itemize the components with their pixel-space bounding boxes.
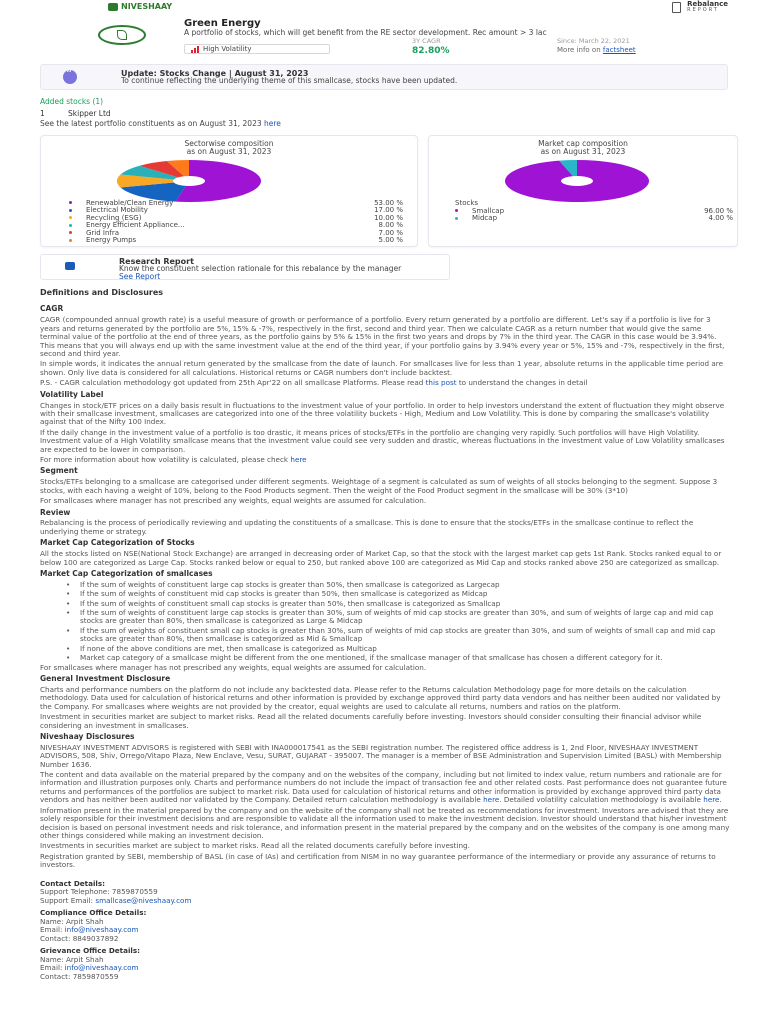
sector-legend-value: 53.00 % <box>374 198 403 207</box>
marketcap-chart-title-1: Market cap composition <box>538 139 628 148</box>
brand-text: NIVESHAAY <box>121 2 173 12</box>
marketcap-rule: • If the sum of weights of constituent small cap stocks is greater than 30%, sum of weights of mid cap stocks are greater than 30%, and sum of weights of small cap and mid cap stocks are greater than 80%, then smallcase is categorized as Mid & Smallcap <box>62 627 730 644</box>
marketcap-stocks-paragraph: All the stocks listed on NSE(National Stock Exchange) are arranged in decreasing order of Market Cap, so that the stock with the largest market cap gets 1st Rank. Stocks ranked equal to or below 100 are categorized as Large Cap. Stocks ranked below or equal to 250, but ranked above 100 are categorized as Mid Cap and stocks ranked above 250 are categorized as smallcap. <box>40 549 722 567</box>
sector-legend-value: 17.00 % <box>374 206 403 215</box>
report-title: Rebalance <box>687 0 728 8</box>
definitions-section <box>40 288 730 981</box>
sector-legend-label: Energy Pumps <box>86 236 137 245</box>
update-title: Update: Stocks Change | August 31, 2023 <box>121 69 309 78</box>
cagr-block <box>412 38 450 56</box>
marketcap-rule: • If the sum of weights of constituent large cap stocks is greater than 50%, then smallcase is categorized as Largecap <box>62 581 730 589</box>
update-body: To continue reflecting the underlying theme of this smallcase, stocks have been updated. <box>121 76 458 85</box>
marketcap-donut-chart <box>497 158 657 204</box>
leaf-logo-icon <box>98 25 146 45</box>
volatility-paragraph-2: If the daily change in the investment value of a portfolio is too drastic, it means prices of stocks/ETFs in the portfolio are changing very rapidly. Such portfolios will have High Volatility. Investment value of a High Volatility smallcase means that the investment value could see very sudden and drastic, whereas fluctuations in the investment value of Low Volatility smallcases are expected to be lower in comparison. <box>40 427 725 454</box>
more-info-text: More info on <box>557 45 601 54</box>
sector-legend-label: Electrical Mobility <box>86 206 148 215</box>
review-heading: Review <box>40 507 71 517</box>
smallcase-name: Green Energy <box>184 18 261 29</box>
research-body: Know the constituent selection rationale for this rebalance by the manager <box>119 264 402 273</box>
support-phone: 7859870559 <box>111 887 158 897</box>
latest-constituents-text: See the latest portfolio constituents as on August 31, 2023 <box>40 119 262 128</box>
support-email-link[interactable]: smallcase@niveshaay.com <box>95 895 192 905</box>
marketcap-smallcases-note: For smallcases where manager has not prescribed any weights, equal weights are assumed for calculation. <box>40 662 427 672</box>
grievance-name: Arpit Shah <box>65 954 104 964</box>
marketcap-legend-label: Smallcap <box>472 206 505 215</box>
niveshaay-paragraph-3: Information present in the material prepared by the company and on the website of the company shall not be treated as recommendations for investment. Investors are advised that they are solely responsible for their investment decisions and are responsible to validate all the information used to make the investment decision. Investor should understand that his/her investment decision is based on personal investment needs and risk tolerance, and information present in the material prepared by the company and on the websites of the company is one among many other things considered while making an investment decision. <box>40 805 730 841</box>
sector-legend-label: Energy Efficient Appliance... <box>86 221 185 230</box>
volatility-heading: Volatility Label <box>40 389 104 399</box>
cagr-paragraph-3: P.S. - CAGR calculation methodology got updated from 25th Apr'22 on all smallcase Platforms. Please read <box>40 378 424 388</box>
contact-details: Contact Details: Support Telephone: 7859870559 Support Email: smallcase@niveshaay.com Compliance Office Details: Name: Arpit Shah Email: info@niveshaay.com Contact: 8849037892 Grievance Office Details: Name: Arpit Shah Email: info@niveshaay.com Contact: 7859870559 <box>40 878 192 981</box>
sector-legend-label: Renewable/Clean Energy <box>86 198 174 207</box>
marketcap-legend-value: 4.00 % <box>708 214 733 223</box>
added-stock-index: 1 <box>40 109 45 118</box>
added-stock-row <box>40 110 111 119</box>
returns-methodology-link[interactable]: here. <box>483 795 502 805</box>
legend-dot-icon <box>455 209 458 212</box>
volatility-link[interactable]: here <box>290 455 307 465</box>
sector-composition-card <box>40 135 418 247</box>
volatility-bars-icon <box>191 46 199 53</box>
legend-dot-icon <box>455 217 458 220</box>
marketcap-rules-list <box>62 581 730 663</box>
cagr-label: 3Y CAGR <box>412 37 441 45</box>
definitions-heading: Definitions and Disclosures <box>40 288 164 297</box>
legend-dot-icon <box>69 216 72 219</box>
niveshaay-paragraph-2: The content and data available on the material prepared by the company and on the websites of the company, including but not limited to index value, return numbers and rationale are for information and illustration purposes only. Charts and performance numbers do not include the impact of transaction fee and other related costs. Past performance does not guarantee future returns and performances of the portfolios are subject to market risk. Data used for calculation of historical returns and other information is provided by exchange approved third party data vendors and has neither been audited nor validated by the Company. Detailed return calculation methodology is available <box>40 770 727 805</box>
sector-legend-value: 7.00 % <box>378 228 403 237</box>
marketcap-legend-value: 96.00 % <box>704 206 733 215</box>
grievance-heading: Grievance Office Details: <box>40 946 141 956</box>
legend-dot-icon <box>69 231 72 234</box>
latest-constituents <box>40 120 281 129</box>
segment-paragraph-1: Stocks/ETFs belonging to a smallcase are categorised under different segments. Weightage of a segment is calculated as sum of weights of all stocks belonging to the segment. Suppose 3 stocks, with each having a weight of 10%, belong to the Food Products segment. Then the weight of the Food Product segment in the smallcase will be 30% (3*10) <box>40 477 718 495</box>
marketcap-legend-label: Midcap <box>472 214 498 223</box>
niveshaay-paragraph-5: Registration granted by SEBI, membership of BASL (in case of IAs) and certification from NISM in no way guarantee performance of the intermediary or provide any assurance of returns to investors. <box>40 851 716 870</box>
general-disclosure-heading: General Investment Disclosure <box>40 674 171 683</box>
cagr-heading: CAGR <box>40 304 64 314</box>
sector-legend-item <box>69 237 403 245</box>
contact-heading: Contact Details: <box>40 878 106 888</box>
cagr-value: 82.80% <box>412 45 450 56</box>
smallcase-card <box>68 17 708 55</box>
sector-donut-chart <box>109 158 269 204</box>
report-subtitle: REPORT <box>687 7 719 14</box>
segment-paragraph-2: For smallcases where manager has not prescribed any weights, equal weights are assumed for calculation. <box>40 496 427 506</box>
report-icon <box>65 262 75 270</box>
update-box <box>40 64 728 90</box>
sector-legend-value: 10.00 % <box>374 213 403 222</box>
added-stocks-heading: Added stocks (1) <box>40 97 104 106</box>
brand-logo <box>108 2 172 11</box>
legend-dot-icon <box>69 201 72 204</box>
sector-legend-label: Recycling (ESG) <box>86 213 142 222</box>
see-report-link[interactable]: See Report <box>119 272 161 281</box>
volatility-paragraph-3: For more information about how volatility is calculated, please check <box>40 455 289 465</box>
since-block <box>557 38 636 54</box>
marketcap-rule: • If the sum of weights of constituent large cap stocks is greater than 30%, sum of weights of mid cap stocks are greater than 30%, and sum of weights of large cap and mid cap stocks are greater than 80%, then smallcase is categorized as Large & Midcap <box>62 609 730 626</box>
marketcap-rule: • If none of the above conditions are met, then smallcase is categorized as Multicap <box>62 645 730 653</box>
marketcap-rule: • If the sum of weights of constituent mid cap stocks is greater than 50%, then smallcase is categorized as Midcap <box>62 590 730 598</box>
sector-legend <box>69 199 403 244</box>
volatility-methodology-link[interactable]: here. <box>703 795 722 805</box>
niveshaay-paragraph-2-mid: Detailed volatility calculation methodology is available <box>503 795 701 805</box>
general-disclosure-paragraph-2: Investment in securities market are subject to market risks. Read all the related documents carefully before investing. Investors should consider consulting their financial advisor while considering an investment in smallcases. <box>40 712 702 730</box>
marketcap-rule: • Market cap category of a smallcase might be different from the one mentioned, if the smallcase manager of that smallcase has chosen a different category for it. <box>62 654 730 662</box>
niveshaay-disclosure-heading: Niveshaay Disclosures <box>40 731 135 741</box>
cagr-post-link[interactable]: this post <box>425 378 457 388</box>
volatility-label: High Volatility <box>203 44 252 53</box>
research-report-box <box>40 254 450 280</box>
sector-legend-value: 8.00 % <box>378 221 403 230</box>
since-label: Since: March 22, 2021 <box>557 37 630 45</box>
segment-heading: Segment <box>40 466 78 476</box>
added-stock-name: Skipper Ltd <box>68 109 111 118</box>
sector-legend-value: 5.00 % <box>378 236 403 245</box>
report-type <box>672 0 728 14</box>
review-paragraph: Rebalancing is the process of periodically reviewing and updating the constituents of a smallcase. This is done to ensure that the stocks/ETFs in the smallcase continue to reflect the underlying theme or strategy. <box>40 518 694 536</box>
latest-constituents-link[interactable]: here <box>264 119 281 128</box>
cagr-paragraph-2: In simple words, it indicates the annual return generated by the smallcase from the date of launch. For smallcases live for less than 1 year, absolute returns in the applicable time period are shown. Only live data is considered for all calculations. Historical returns or CAGR numbers don't include backtest. <box>40 359 723 377</box>
cagr-paragraph-1: CAGR (compounded annual growth rate) is a useful measure of growth or performance of a portfolio. Every return generated by a portfolio are different. Let's say if a portfolio is live for 3 years and returns generated by the portfolio are 5%, 15% & -7%, respectively in the first, second and third year. Then we calculate CAGR as a return number that would give the same terminal value of the portfolio at the end of three years, as the portfolio gains by 5% & 15% in the first two years and drops by 7% in the third year. The CAGR in this case would be 3.94%. This means that you will always end up with the same investment value at the end of the third year, if your portfolio gains by 3.94% every year or 5%, 15% and -7%, respectively in the first, second and third year. <box>40 315 725 358</box>
legend-dot-icon <box>69 239 72 242</box>
document-icon <box>672 2 681 13</box>
volatility-paragraph-1: Changes in stock/ETF prices on a daily basis result in fluctuations to the investment value of your portfolio. In order to help investors understand the extent of fluctuation they might observe with their smallcase investment, smallcases are categorized into one of the three volatility buckets - High, Medium and Low Volatility. This is done by comparing the smallcase's volatility against that of the Nifty 100 Index. <box>40 400 725 427</box>
marketcap-rule: • If the sum of weights of constituent small cap stocks is greater than 50%, then smallcase is categorized as Smallcap <box>62 600 730 608</box>
sector-chart-title-1: Sectorwise composition <box>184 139 274 148</box>
marketcap-stocks-heading: Market Cap Categorization of Stocks <box>40 538 195 548</box>
niveshaay-paragraph-1: NIVESHAAY INVESTMENT ADVISORS is registered with SEBI with INA000017541 as the SEBI registration number. The registered office address is 1, 2nd Floor, NIVESHAAY INVESTMENT ADVISORS, 508, Shiv, Orrego/Vitapo Plaza, New Enclave, Vesu, SURAT, GUJARAT - 395007. The manager is a member of BSE Administration and Supervision Limited (BASL) with Membership Number 1636. <box>40 742 722 769</box>
smallcase-logo <box>68 17 176 53</box>
marketcap-legend-header: Stocks <box>455 199 479 207</box>
marketcap-chart-title-2: as on August 31, 2023 <box>540 146 626 156</box>
grievance-contact: 7859870559 <box>72 971 119 981</box>
research-title: Research Report <box>119 257 194 266</box>
top-header <box>0 0 768 14</box>
smallcase-description: A portfolio of stocks, which will get benefit from the RE sector development. Rec amount > 3 lac <box>184 28 547 37</box>
factsheet-link[interactable]: factsheet <box>602 45 636 54</box>
niveshaay-paragraph-4: Investments in securities market are subject to market risks. Read all the related documents carefully before investing. <box>40 841 470 851</box>
marketcap-smallcases-heading: Market Cap Categorization of smallcases <box>40 568 213 578</box>
cagr-paragraph-3-tail: to understand the changes in detail <box>458 378 588 388</box>
legend-dot-icon <box>69 209 72 212</box>
sector-legend-label: Grid Infra <box>86 228 120 237</box>
marketcap-legend <box>455 199 733 222</box>
compliance-name: Arpit Shah <box>65 916 104 926</box>
compliance-contact: 8849037892 <box>72 933 119 943</box>
general-disclosure-paragraph-1: Charts and performance numbers on the platform do not include any backtested data. Please refer to the Returns calculation Methodology page for more details on the calculation methodology. Data used for calculation of historical returns and other information is provided by exchange approved third party data vendors and has neither been audited nor validated by the Company. For smallcases where weights are not provided by the creator, equal weights are used to calculate all returns, numbers and ratios on the platform. <box>40 684 721 711</box>
quote-icon <box>63 70 77 84</box>
marketcap-composition-card <box>428 135 738 247</box>
compliance-heading: Compliance Office Details: <box>40 908 147 918</box>
legend-dot-icon <box>69 224 72 227</box>
grievance-email-link[interactable]: info@niveshaay.com <box>64 963 139 973</box>
compliance-email-link[interactable]: info@niveshaay.com <box>64 925 139 935</box>
marketcap-legend-item <box>455 215 733 223</box>
sector-chart-title-2: as on August 31, 2023 <box>186 146 272 156</box>
logo-mark-icon <box>108 3 118 11</box>
volatility-badge <box>184 44 330 54</box>
